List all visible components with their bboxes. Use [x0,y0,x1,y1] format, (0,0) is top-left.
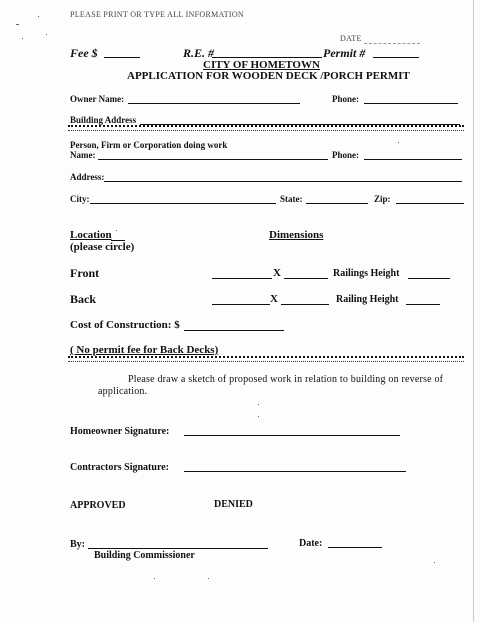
fee-field[interactable] [104,57,140,58]
front-option[interactable]: Front [70,266,100,280]
contractor-phone-label: Phone: [332,150,359,160]
scan-speck [258,416,259,417]
denied-option[interactable]: DENIED [214,499,253,510]
scan-speck [154,578,155,579]
scan-speck [398,142,399,143]
instruction-text: PLEASE PRINT OR TYPE ALL INFORMATION [70,10,244,19]
scan-speck [46,34,47,35]
approval-date-label: Date: [299,538,323,549]
contractor-signature-field[interactable] [184,471,406,472]
zip-label: Zip: [374,194,391,204]
cost-field[interactable] [184,330,284,331]
homeowner-signature-label: Homeowner Signature: [70,426,170,437]
location-label: Location [70,229,112,241]
scan-speck [258,404,259,405]
cost-label: Cost of Construction: $ [70,319,180,331]
scan-speck [16,24,19,25]
form-title: APPLICATION FOR WOODEN DECK /PORCH PERMIT [127,70,410,82]
location-note: (please circle) [70,241,135,253]
homeowner-signature-field[interactable] [184,435,400,436]
by-signature-field[interactable] [88,548,268,549]
state-label: State: [280,194,303,204]
city-field[interactable] [90,203,276,204]
date-label: DATE [340,34,362,43]
fee-label: Fee $ [70,46,98,60]
scan-speck [22,38,23,39]
front-dimension-1-field[interactable] [212,278,272,279]
state-field[interactable] [306,203,368,204]
section-divider-2 [68,356,464,362]
city-label: City: [70,194,90,204]
sketch-note-line2: application. [98,386,148,397]
back-x-mark: X [270,293,278,305]
person-firm-label: Person, Firm or Corporation doing work [70,140,228,150]
approval-date-field[interactable] [328,547,382,548]
section-divider [68,125,464,131]
front-x-mark: X [273,267,281,279]
contractor-phone-field[interactable] [364,159,462,160]
scan-speck [116,230,117,231]
scan-speck [208,578,209,579]
re-field[interactable] [212,57,322,58]
approved-option[interactable]: APPROVED [70,500,126,511]
railings-height-label: Railings Height [333,268,400,279]
zip-field[interactable] [396,203,464,204]
railing-height-label: Railing Height [336,294,399,305]
city-heading: CITY OF HOMETOWN [203,59,320,71]
owner-phone-label: Phone: [332,94,359,104]
dimensions-label: Dimensions [269,229,324,241]
sketch-note-line1: Please draw a sketch of proposed work in relation to building on reverse of [128,374,444,385]
contractor-signature-label: Contractors Signature: [70,462,169,473]
no-fee-note: ( No permit fee for Back Decks) [70,344,219,356]
re-label: R.E. # [183,46,215,60]
scan-speck [434,562,435,563]
building-commissioner-label: Building Commissioner [94,550,195,561]
scan-speck [38,16,39,17]
back-dimension-1-field[interactable] [212,304,270,305]
contractor-name-label: Name: [70,150,96,160]
owner-name-label: Owner Name: [70,94,125,104]
railings-height-field[interactable] [408,278,450,279]
front-dimension-2-field[interactable] [284,278,328,279]
date-field[interactable] [364,43,420,44]
permit-label: Permit # [323,46,366,60]
owner-name-field[interactable] [128,103,300,104]
contractor-name-field[interactable] [98,159,328,160]
back-dimension-2-field[interactable] [281,304,329,305]
page-edge-shadow [473,0,474,622]
owner-phone-field[interactable] [364,103,458,104]
address-label: Address: [70,172,105,182]
address-field[interactable] [104,181,462,182]
building-address-label: Building Address [70,115,137,125]
railing-height-field[interactable] [406,304,440,305]
permit-field[interactable] [373,57,419,58]
by-label: By: [70,539,85,550]
back-option[interactable]: Back [70,292,97,306]
